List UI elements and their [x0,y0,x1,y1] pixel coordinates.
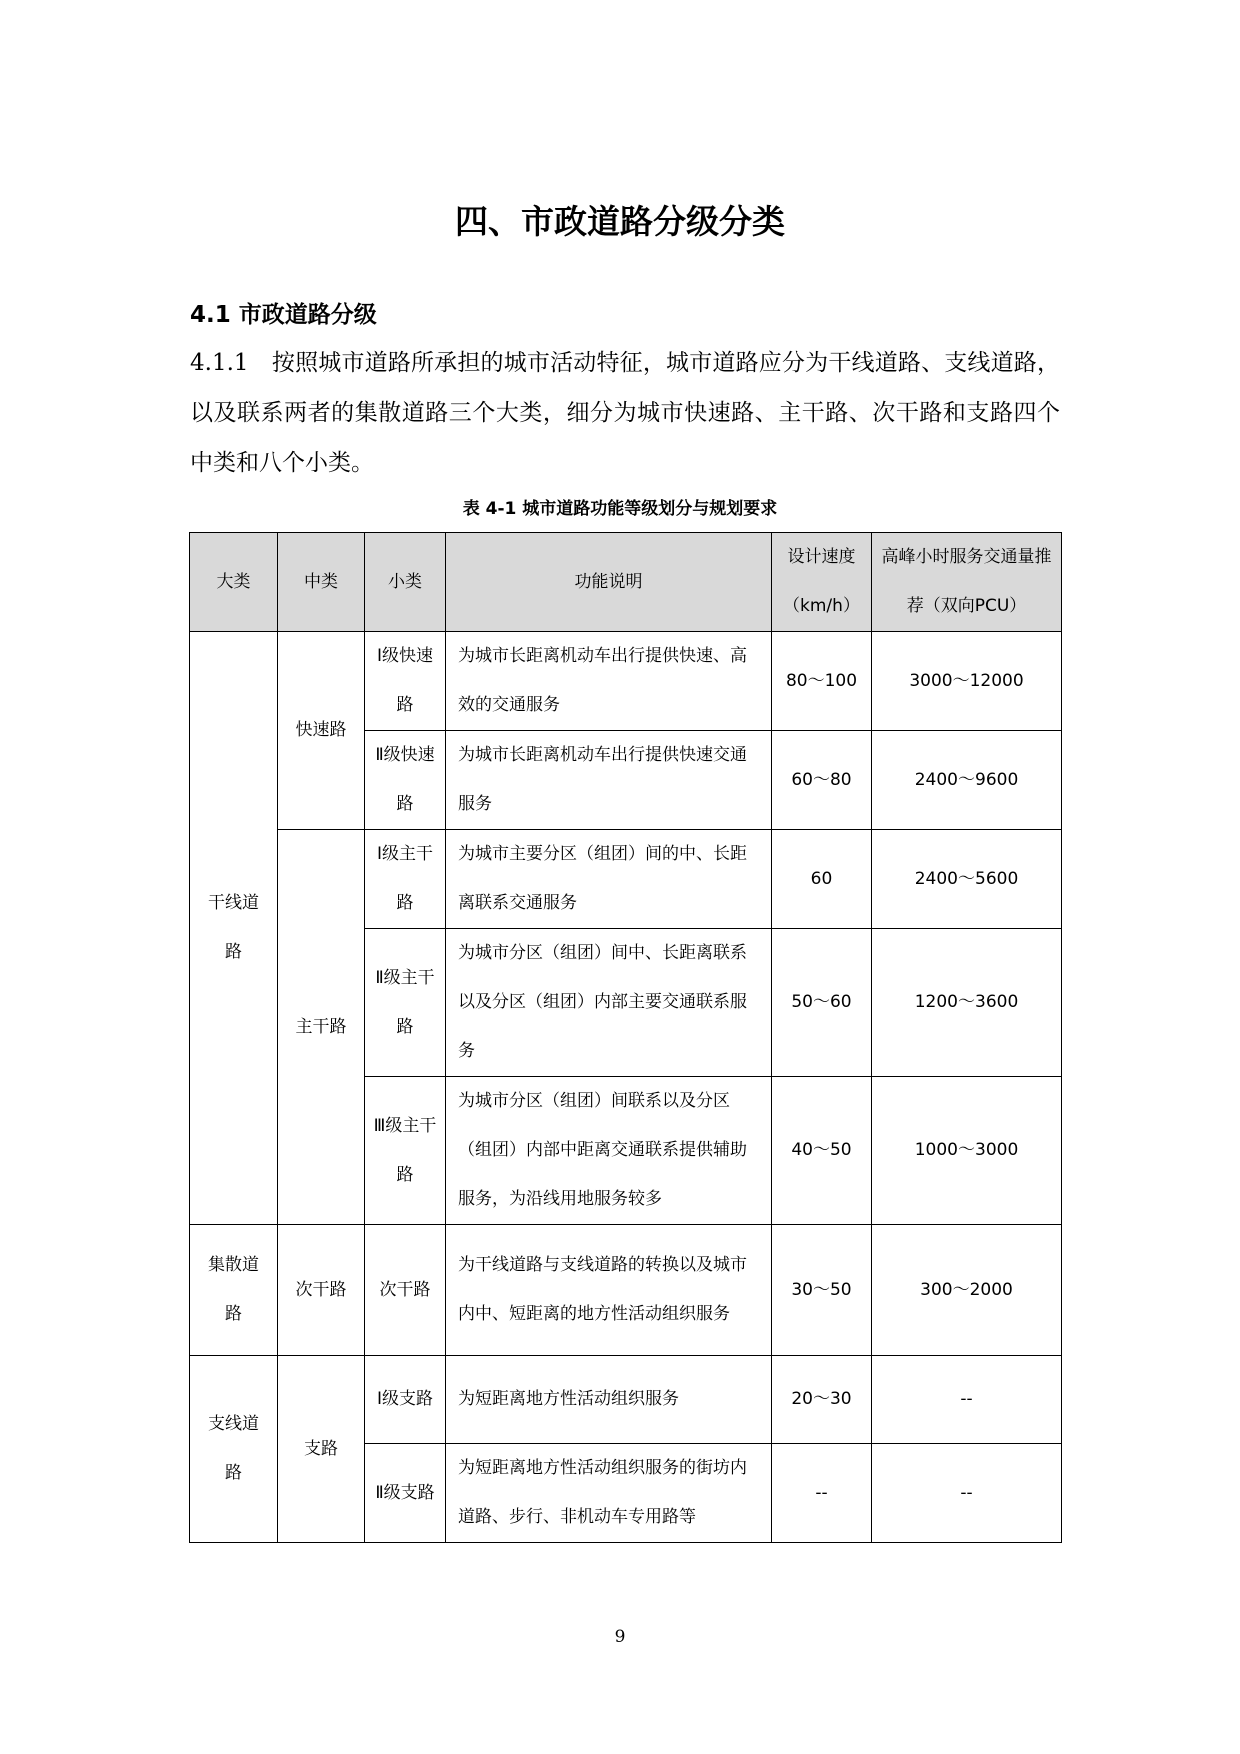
speed-cell: 60 [772,830,872,929]
volume-cell: -- [872,1356,1062,1444]
speed-cell: -- [772,1444,872,1543]
major-cell: 干线道路 [190,632,278,1225]
header-peak-volume: 高峰小时服务交通量推荐（双向PCU） [872,533,1062,632]
major-cell: 集散道路 [190,1225,278,1356]
header-middle: 中类 [278,533,365,632]
middle-cell: 次干路 [278,1225,365,1356]
speed-cell: 20～30 [772,1356,872,1444]
description-cell: 为短距离地方性活动组织服务的街坊内道路、步行、非机动车专用路等 [446,1444,772,1543]
middle-cell: 快速路 [278,632,365,830]
volume-cell: 1200～3600 [872,929,1062,1077]
description-cell: 为城市主要分区（组团）间的中、长距离联系交通服务 [446,830,772,929]
minor-cell: Ⅰ级主干路 [365,830,446,929]
header-minor: 小类 [365,533,446,632]
volume-cell: 2400～9600 [872,731,1062,830]
table-caption: 表 4-1 城市道路功能等级划分与规划要求 [462,499,778,519]
volume-cell: 300～2000 [872,1225,1062,1356]
header-design-speed: 设计速度（km/h） [772,533,872,632]
volume-cell: 3000～12000 [872,632,1062,731]
description-cell: 为城市长距离机动车出行提供快速交通服务 [446,731,772,830]
header-description: 功能说明 [446,533,772,632]
volume-cell: 2400～5600 [872,830,1062,929]
page-number: 9 [614,1627,626,1647]
table-row [190,830,1062,929]
minor-cell: Ⅲ级主干路 [365,1077,446,1225]
table-row [190,1356,1062,1444]
speed-cell: 40～50 [772,1077,872,1225]
speed-cell: 50～60 [772,929,872,1077]
clause-4-1-1: 4.1.1 按照城市道路所承担的城市活动特征，城市道路应分为干线道路、支线道路，以及联系两者的集散道路三个大类，细分为城市快速路、主干路、次干路和支路四个中类和八个小类。 [190,350,1060,476]
chapter-title: 四、市政道路分级分类 [455,202,785,241]
volume-cell: 1000～3000 [872,1077,1062,1225]
description-cell: 为城市分区（组团）间联系以及分区（组团）内部中距离交通联系提供辅助服务，为沿线用地服务较多 [446,1077,772,1225]
minor-cell: Ⅱ级支路 [365,1444,446,1543]
middle-cell: 主干路 [278,830,365,1225]
table-header-row [190,533,1062,632]
description-cell: 为干线道路与支线道路的转换以及城市内中、短距离的地方性活动组织服务 [446,1225,772,1356]
middle-cell: 支路 [278,1356,365,1543]
major-cell: 支线道路 [190,1356,278,1543]
description-cell: 为短距离地方性活动组织服务 [446,1356,772,1444]
minor-cell: Ⅱ级快速路 [365,731,446,830]
table-row [190,1225,1062,1356]
speed-cell: 60～80 [772,731,872,830]
table-row [190,632,1062,731]
description-cell: 为城市分区（组团）间中、长距离联系以及分区（组团）内部主要交通联系服务 [446,929,772,1077]
header-major: 大类 [190,533,278,632]
minor-cell: Ⅰ级支路 [365,1356,446,1444]
minor-cell: Ⅱ级主干路 [365,929,446,1077]
minor-cell: Ⅰ级快速路 [365,632,446,731]
speed-cell: 30～50 [772,1225,872,1356]
description-cell: 为城市长距离机动车出行提供快速、高效的交通服务 [446,632,772,731]
speed-cell: 80～100 [772,632,872,731]
section-heading: 4.1 市政道路分级 [190,302,377,328]
minor-cell: 次干路 [365,1225,446,1356]
volume-cell: -- [872,1444,1062,1543]
road-classification-table [189,532,1062,1543]
